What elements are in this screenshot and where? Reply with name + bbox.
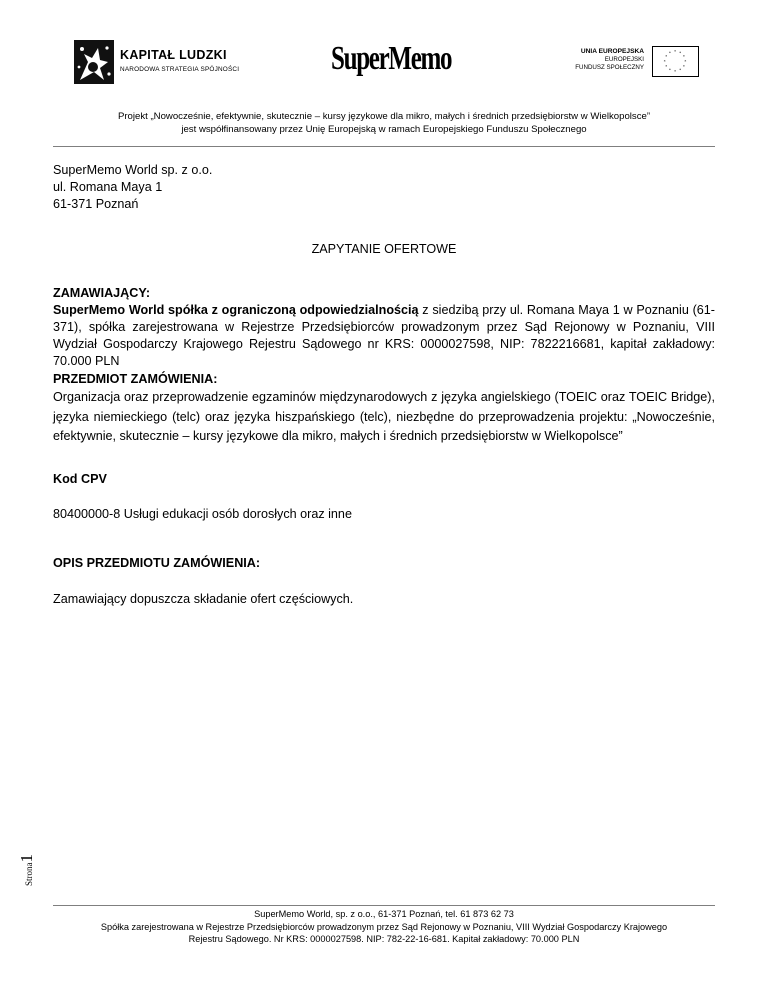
svg-text:*: * bbox=[684, 59, 687, 64]
kapital-ludzki-emblem-icon bbox=[74, 40, 114, 84]
opis-heading: OPIS PRZEDMIOTU ZAMÓWIENIA: bbox=[53, 556, 261, 570]
opis-text: Zamawiający dopuszcza składanie ofert częściowych. bbox=[53, 592, 354, 606]
eu-line-1: UNIA EUROPEJSKA bbox=[580, 48, 644, 55]
kapital-ludzki-title: KAPITAŁ LUDZKI bbox=[120, 48, 227, 62]
przedmiot-text: Organizacja oraz przeprowadzenie egzaminów międzynarodowych z języka angielskiego (TOEIC oraz TOEIC Bridge), języka niemieckiego (telc) oraz języka hiszpańskiego (telc), niezbędne do przeprowadzenia projektu: „Nowocześnie, efektywnie, skutecznie – kursy językowe dla mikro, małych i średnich przedsiębiorstw w Wielkopolsce” bbox=[53, 390, 715, 443]
project-line-2: jest współfinansowany przez Unię Europejską w ramach Europejskiego Funduszu Społecznego bbox=[181, 124, 587, 135]
svg-text:*: * bbox=[674, 49, 676, 54]
zamawiajacy-heading: ZAMAWIAJĄCY: bbox=[53, 286, 151, 300]
zamawiajacy-name: SuperMemo World spółka z ograniczoną odpowiedzialnością bbox=[53, 303, 419, 317]
kapital-ludzki-logo bbox=[74, 40, 244, 86]
cpv-code: 80400000-8 Usługi edukacji osób dorosłych oraz inne bbox=[53, 507, 352, 521]
svg-text:*: * bbox=[674, 69, 676, 74]
eu-logo bbox=[560, 46, 700, 80]
svg-text:*: * bbox=[668, 67, 671, 72]
footer-line-1: SuperMemo World, sp. z o.o., 61-371 Poznań, tel. 61 873 62 73 bbox=[254, 909, 514, 919]
page-number-rotated bbox=[17, 854, 37, 886]
zamawiajacy-text bbox=[53, 302, 715, 370]
header-logos bbox=[0, 38, 768, 88]
svg-text:*: * bbox=[665, 54, 668, 59]
svg-text:*: * bbox=[679, 67, 682, 72]
eu-line-3: FUNDUSZ SPOŁECZNY bbox=[575, 64, 644, 71]
footer-line-2: Spółka zarejestrowana w Rejestrze Przedsiębiorców prowadzonym przez Sąd Rejonowy w Poznaniu, VIII Wydział Gospodarczy Krajowego bbox=[100, 921, 668, 932]
page-label: Strona bbox=[24, 862, 34, 886]
svg-text:*: * bbox=[682, 54, 685, 59]
eu-flag-icon bbox=[652, 46, 699, 77]
project-info bbox=[0, 110, 768, 136]
cpv-heading: Kod CPV bbox=[53, 472, 107, 486]
section-cpv bbox=[53, 471, 715, 488]
section-przedmiot bbox=[53, 371, 715, 447]
project-line-1: Projekt „Nowocześnie, efektywnie, skutecznie – kursy językowe dla mikro, małych i średnich przedsiębiorstw w Wielkopolsce” bbox=[117, 111, 651, 122]
document-title: ZAPYTANIE OFERTOWE bbox=[311, 242, 457, 256]
eu-text bbox=[575, 48, 644, 72]
supermemo-logo: SuperMemo bbox=[331, 40, 452, 78]
address-line-1: SuperMemo World sp. z o.o. bbox=[53, 163, 213, 177]
zamawiajacy-details: z siedzibą przy ul. Romana Maya 1 w Poznaniu (61-371), spółka zarejestrowana w Rejestrze Przedsiębiorców prowadzonym przez Sąd Rejonowy w Poznaniu, VIII Wydział Gospodarczy Krajowego Rejestru Sądowego nr KRS: 0000027598, NIP: 7822216681, kapitał zakładowy: 70.000 PLN bbox=[53, 303, 715, 368]
page-number bbox=[17, 838, 37, 886]
page-number-value: 1 bbox=[17, 854, 36, 863]
address-line-2: ul. Romana Maya 1 bbox=[53, 180, 163, 194]
przedmiot-heading: PRZEDMIOT ZAMÓWIENIA: bbox=[53, 372, 218, 386]
footer-line-3: Rejestru Sądowego. Nr KRS: 0000027598. NIP: 782-22-16-681. Kapitał zakładowy: 70.000 PLN bbox=[188, 934, 580, 944]
section-zamawiajacy bbox=[53, 285, 715, 370]
svg-text:*: * bbox=[663, 59, 666, 64]
header-divider bbox=[53, 146, 715, 147]
svg-text:*: * bbox=[679, 51, 682, 56]
footer bbox=[0, 908, 768, 946]
section-opis bbox=[53, 555, 715, 572]
footer-divider bbox=[53, 905, 715, 906]
kapital-ludzki-subtitle: NARODOWA STRATEGIA SPÓJNOŚCI bbox=[120, 66, 240, 73]
svg-text:*: * bbox=[665, 64, 668, 69]
sender-address bbox=[53, 162, 212, 213]
svg-text:*: * bbox=[682, 64, 685, 69]
eu-line-2: EUROPEJSKI bbox=[604, 56, 644, 63]
address-line-3: 61-371 Poznań bbox=[53, 197, 139, 211]
svg-text:*: * bbox=[668, 51, 671, 56]
